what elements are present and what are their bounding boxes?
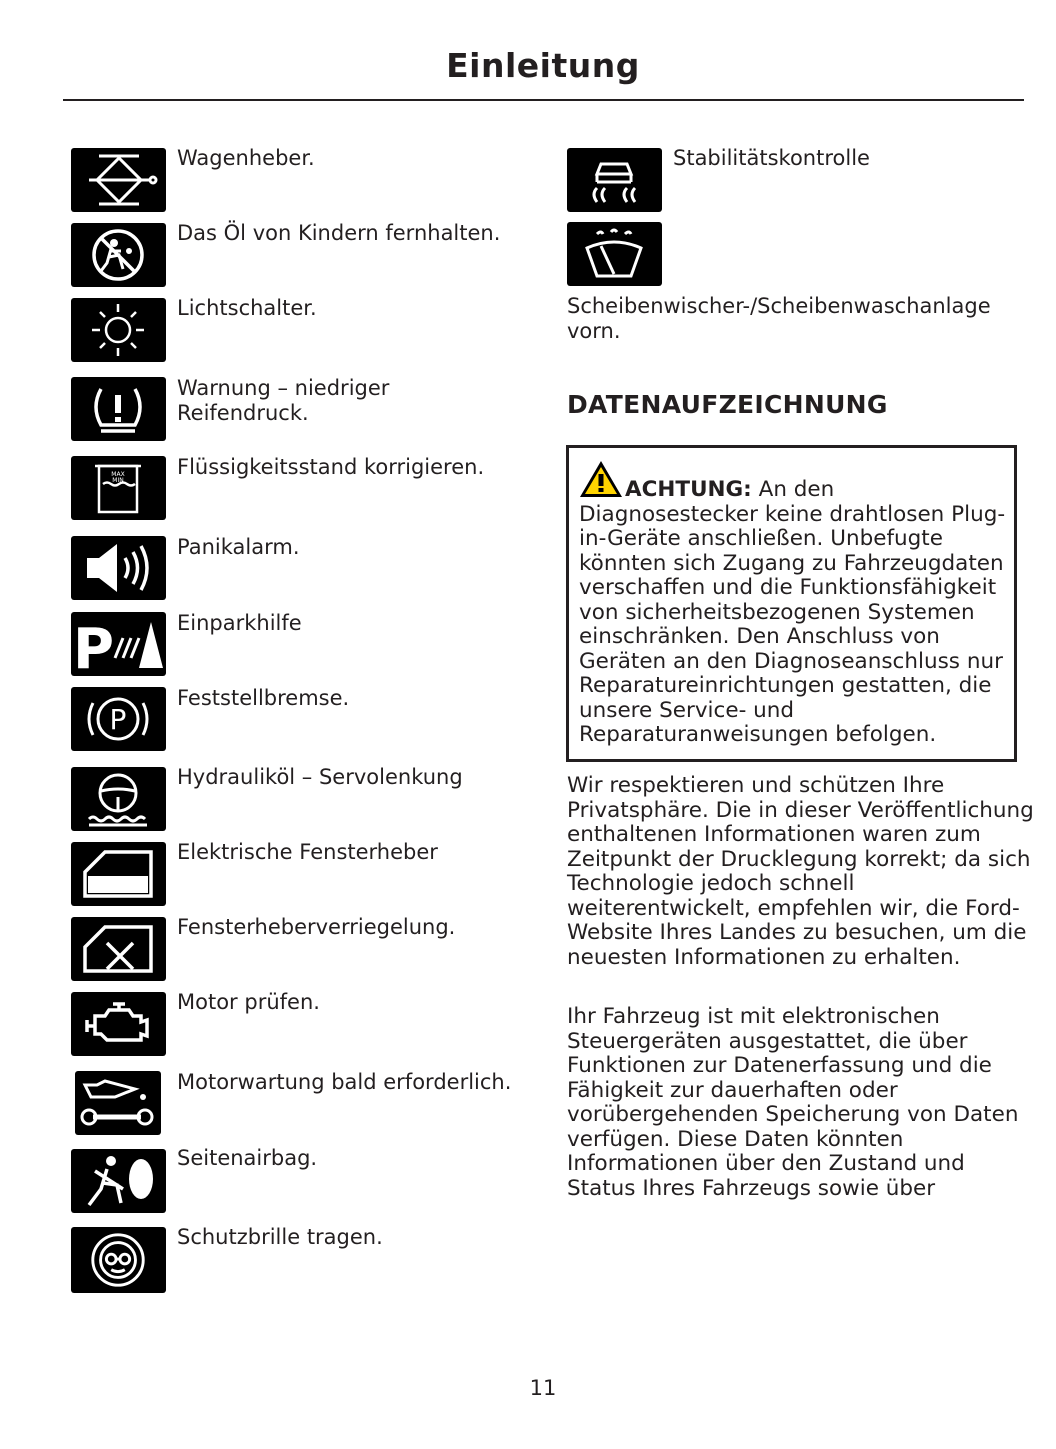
symbol-label: Hydrauliköl – Servolenkung xyxy=(177,765,463,789)
panic-alarm-icon xyxy=(71,536,166,600)
page-number: 11 xyxy=(529,1376,557,1400)
parking-brake-icon xyxy=(71,687,166,751)
stability-control-icon xyxy=(567,148,662,212)
symbol-label: Einparkhilfe xyxy=(177,611,302,635)
safety-goggles-icon xyxy=(71,1227,166,1293)
symbol-label: Flüssigkeitsstand korrigieren. xyxy=(177,455,485,479)
section-heading: DATENAUFZEICHNUNG xyxy=(567,390,888,419)
svg-text:P: P xyxy=(73,617,115,676)
symbol-label: Das Öl von Kindern fernhalten. xyxy=(177,221,501,245)
light-switch-icon xyxy=(71,298,166,362)
symbol-label: Seitenairbag. xyxy=(177,1146,318,1170)
symbol-label: Warnung – niedriger Reifendruck. xyxy=(177,376,390,425)
symbol-label: Scheibenwischer-/Scheibenwaschanlage vorn. xyxy=(567,294,991,343)
svg-text:P: P xyxy=(109,703,127,736)
warning-body: An den Diagnosestecker keine drahtlosen Plug-in-Geräte anschließen. Unbefugte könnten sich Zugang zu Fahrzeugdaten verschaffen und die Funktionsfähigkeit von sicherheitsbezogenen Systemen einschränken. Den Anschluss von Geräten an den Diagnoseanschluss nur Reparatureinrichtungen gestatten, die unsere Service- und Reparaturanweisungen befolgen. xyxy=(579,477,1006,747)
keep-away-from-children-icon xyxy=(71,223,166,287)
header-divider xyxy=(63,99,1024,101)
symbol-label: Lichtschalter. xyxy=(177,296,317,320)
symbol-label: Feststellbremse. xyxy=(177,686,350,710)
windshield-wiper-icon xyxy=(567,222,662,286)
svg-text:MAX: MAX xyxy=(111,471,125,478)
symbol-label: Elektrische Fensterheber xyxy=(177,840,438,864)
side-airbag-icon xyxy=(71,1149,166,1213)
window-lock-icon xyxy=(71,917,166,981)
symbol-label: Motorwartung bald erforderlich. xyxy=(177,1070,512,1094)
symbol-label: Wagenheber. xyxy=(177,146,315,170)
symbol-label: Schutzbrille tragen. xyxy=(177,1225,383,1249)
jack-icon xyxy=(71,148,166,212)
warning-text xyxy=(579,478,1009,748)
fluid-level-icon xyxy=(71,456,166,520)
engine-service-icon xyxy=(75,1071,161,1135)
warning-box xyxy=(566,445,1017,762)
symbol-label: Fensterheberverriegelung. xyxy=(177,915,456,939)
power-window-icon xyxy=(71,842,166,906)
parking-aid-icon xyxy=(71,612,166,676)
low-tire-pressure-icon xyxy=(71,377,166,441)
symbol-label: Panikalarm. xyxy=(177,535,300,559)
paragraph: Ihr Fahrzeug ist mit elektronischen Steuergeräten ausgestattet, die über Funktionen zur Datenerfassung und die Fähigkeit zur dauerhaften oder vorübergehenden Speicherung von Daten verfügen. Diese Daten könnten Informationen über den Zustand und Status Ihres Fahrzeugs sowie über xyxy=(567,1004,1019,1201)
power-steering-fluid-icon xyxy=(71,767,166,831)
symbol-label: Stabilitätskontrolle xyxy=(673,146,870,170)
check-engine-icon xyxy=(71,992,166,1056)
page-title: Einleitung xyxy=(446,46,640,85)
warning-label: ACHTUNG: xyxy=(625,477,752,502)
svg-text:MIN: MIN xyxy=(112,477,124,484)
paragraph: Wir respektieren und schützen Ihre Privatsphäre. Die in dieser Veröffentlichung enthaltenen Informationen waren zum Zeitpunkt der Drucklegung korrekt; da sich Technologie jedoch schnell weiterentwickelt, empfehlen wir, die Ford-Website Ihres Landes zu besuchen, um die neuesten Informationen zu erhalten. xyxy=(567,773,1034,970)
symbol-label: Motor prüfen. xyxy=(177,990,320,1014)
